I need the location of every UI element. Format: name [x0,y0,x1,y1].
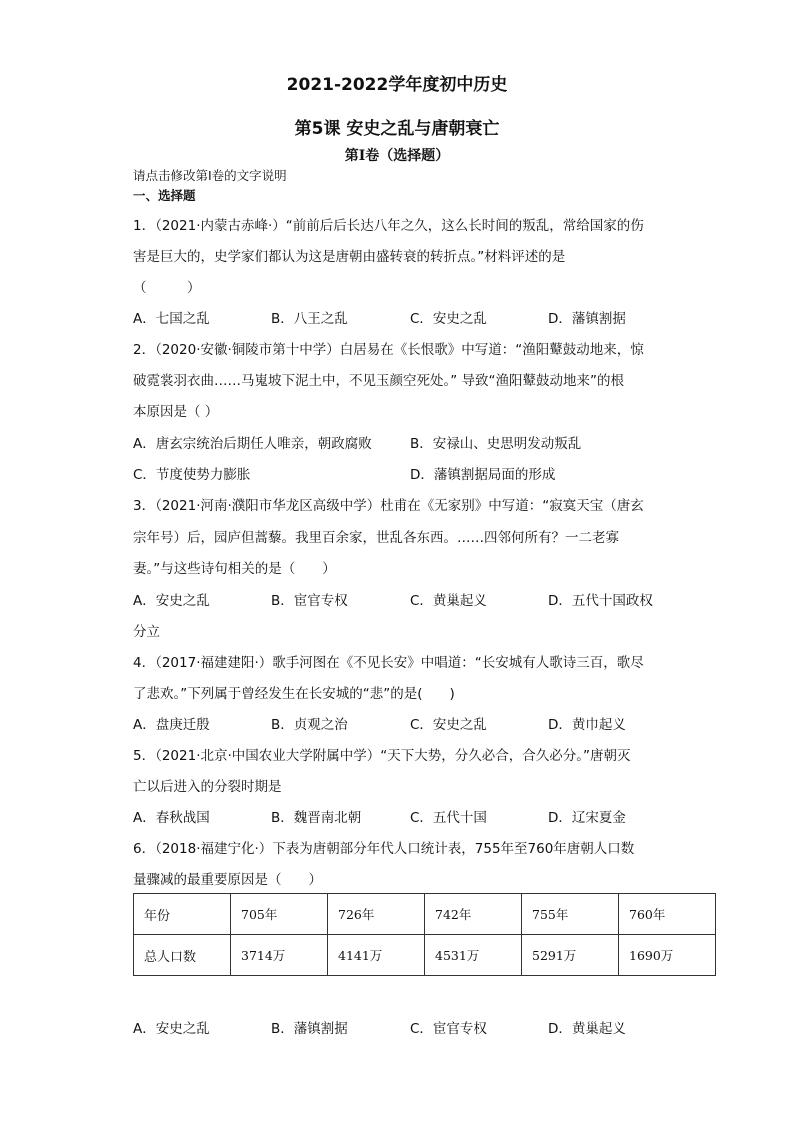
question-1-line-3: （ ） [133,280,201,296]
question-1-line-1: 1．（2021·内蒙古赤峰·）“前前后后长达八年之久，这么长时间的叛乱，常给国家的伤 [133,218,644,234]
question-3-option-d-continued: 分立 [133,624,160,640]
question-5-option-d[interactable]: D．辽宋夏金 [548,810,626,826]
document-title: 2021-2022学年度初中历史 [286,75,508,95]
volume-title: 第I卷（选择题） [344,148,450,164]
question-3-option-d[interactable]: D．五代十国政权 [548,593,653,609]
question-4-option-a[interactable]: A．盘庚迁殷 [133,717,210,733]
question-3-option-b[interactable]: B．宦官专权 [271,593,348,609]
question-6-line-1: 6．（2018·福建宁化·）下表为唐朝部分年代人口统计表，755年至760年唐朝人口数 [133,841,635,857]
question-5-option-b[interactable]: B．魏晋南北朝 [271,810,362,826]
table-cell: 年份 [134,894,231,935]
question-6-option-c[interactable]: C．宦官专权 [410,1021,487,1037]
question-2-line-3: 本原因是（ ） [133,404,219,420]
question-2-line-2: 破霓裳羽衣曲……马嵬坡下泥土中，不见玉颜空死处。” 导致“渔阳鼙鼓动地来”的根 [133,373,625,389]
question-1-option-c[interactable]: C．安史之乱 [410,311,487,327]
question-1-option-d[interactable]: D．藩镇割据 [548,311,626,327]
question-5-line-1: 5．（2021·北京·中国农业大学附属中学）“天下大势，分久必合，合久必分。”唐朝灭 [133,748,631,764]
question-1-option-b[interactable]: B．八王之乱 [271,311,348,327]
table-cell: 1690万 [619,935,716,976]
question-3-option-a[interactable]: A．安史之乱 [133,593,210,609]
table-row [134,894,716,935]
table-cell: 4141万 [328,935,425,976]
table-cell: 760年 [619,894,716,935]
question-4-option-b[interactable]: B．贞观之治 [271,717,348,733]
table-cell: 3714万 [231,935,328,976]
table-cell: 总人口数 [134,935,231,976]
question-4-option-d[interactable]: D．黄巾起义 [548,717,626,733]
question-3-line-3: 妻。”与这些诗句相关的是（ ） [133,561,336,577]
question-6-line-2: 量骤减的最重要原因是（ ） [133,872,322,888]
question-6-option-a[interactable]: A．安史之乱 [133,1021,210,1037]
question-6-option-d[interactable]: D．黄巢起义 [548,1021,626,1037]
question-5-line-2: 亡以后进入的分裂时期是 [133,779,282,795]
lesson-title: 第5课 安史之乱与唐朝衰亡 [294,119,500,139]
table-cell: 5291万 [522,935,619,976]
question-1-line-2: 害是巨大的，史学家们都认为这是唐朝由盛转衰的转折点。”材料评述的是 [133,249,566,265]
question-5-option-a[interactable]: A．春秋战国 [133,810,210,826]
table-cell: 705年 [231,894,328,935]
question-4-option-c[interactable]: C．安史之乱 [410,717,487,733]
population-table [133,893,716,976]
question-3-line-2: 宗年号）后，园庐但蒿藜。我里百余家，世乱各东西。……四邻何所有？一二老寡 [133,530,619,546]
question-3-line-1: 3．（2021·河南·濮阳市华龙区高级中学）杜甫在《无家别》中写道：“寂寞天宝（唐玄 [133,498,644,514]
table-cell: 726年 [328,894,425,935]
table-row [134,935,716,976]
question-2-option-a[interactable]: A．唐玄宗统治后期任人唯亲，朝政腐败 [133,436,372,452]
question-5-option-c[interactable]: C．五代十国 [410,810,487,826]
question-2-option-c[interactable]: C．节度使势力膨胀 [133,467,251,483]
table-cell: 4531万 [425,935,522,976]
question-2-option-b[interactable]: B．安禄山、史思明发动叛乱 [410,436,582,452]
volume-note: 请点击修改第I卷的文字说明 [133,168,287,183]
table-cell: 742年 [425,894,522,935]
question-6-option-b[interactable]: B．藩镇割据 [271,1021,348,1037]
section-heading: 一、选择题 [133,188,196,203]
question-1-option-a[interactable]: A．七国之乱 [133,311,210,327]
question-3-option-c[interactable]: C．黄巢起义 [410,593,487,609]
question-2-line-1: 2．（2020·安徽·铜陵市第十中学）白居易在《长恨歌》中写道：“渔阳鼙鼓动地来，惊 [133,342,644,358]
question-4-line-2: 了悲欢。”下列属于曾经发生在长安城的“悲”的是( ) [133,686,455,702]
question-2-option-d[interactable]: D．藩镇割据局面的形成 [410,467,556,483]
table-cell: 755年 [522,894,619,935]
question-4-line-1: 4．（2017·福建建阳·）歌手河图在《不见长安》中唱道：“长安城有人歌诗三百，歌尽 [133,655,644,671]
